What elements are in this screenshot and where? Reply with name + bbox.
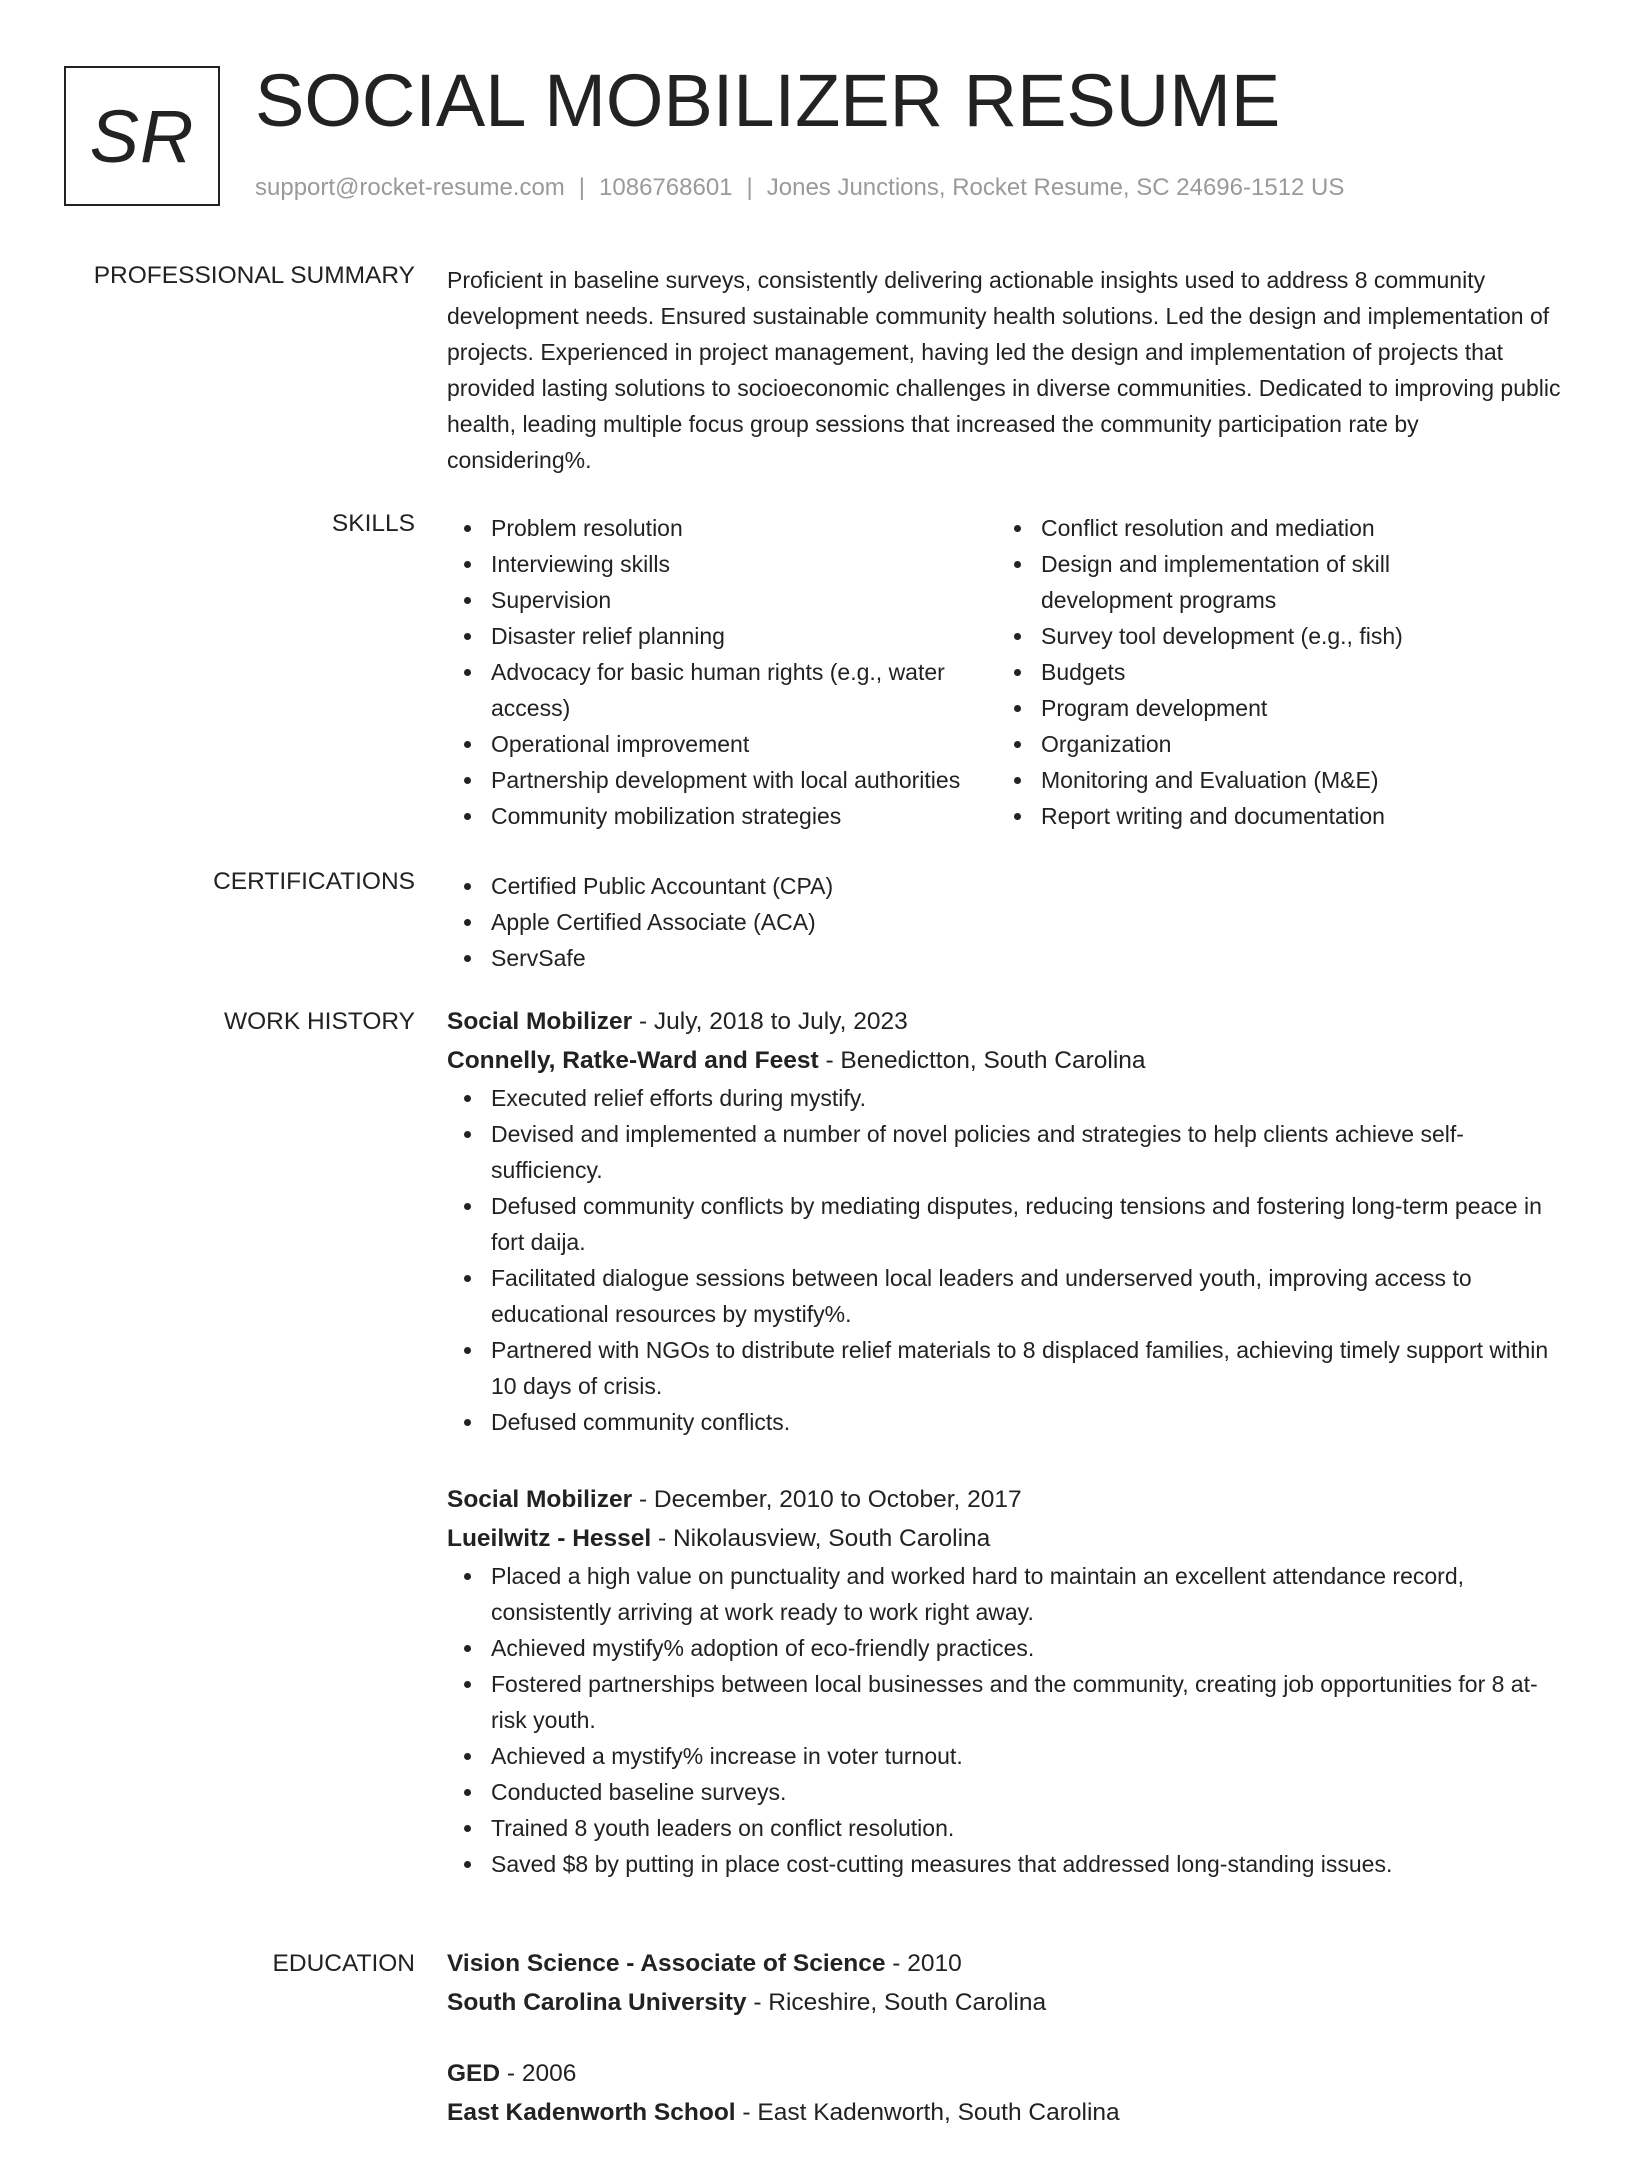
job-title-line: [447, 1002, 1567, 1041]
resume-title: SOCIAL MOBILIZER RESUME: [255, 59, 1281, 142]
section-label-skills: SKILLS: [331, 510, 415, 537]
education-school-line: [447, 1983, 1567, 2022]
skill-item: Monitoring and Evaluation (M&E): [1041, 762, 1547, 798]
job-bullet: Facilitated dialogue sessions between local leaders and underserved youth, improving access to educational resources by mystify%.: [491, 1260, 1567, 1332]
skill-item: Disaster relief planning: [491, 618, 997, 654]
job-location: - Benedictton, South Carolina: [818, 1047, 1146, 1074]
skill-item: Interviewing skills: [491, 546, 997, 582]
education-school: East Kadenworth School: [447, 2099, 736, 2126]
education-year: - 2010: [885, 1950, 962, 1977]
education-year: - 2006: [500, 2060, 577, 2087]
job-bullet: Placed a high value on punctuality and worked hard to maintain an excellent attendance record, consistently arriving at work ready to work right away.: [491, 1558, 1567, 1630]
skills-columns: [447, 510, 1567, 834]
skills-column-left: [447, 510, 997, 834]
section-label-certifications: CERTIFICATIONS: [213, 868, 415, 895]
contact-line: [255, 174, 1344, 202]
job-bullet: Defused community conflicts.: [491, 1404, 1567, 1440]
education-degree-line: [447, 1944, 1567, 1983]
job-company: Connelly, Ratke-Ward and Feest: [447, 1047, 819, 1074]
job-entry: [447, 1480, 1567, 1882]
monogram-box: [64, 66, 220, 206]
skill-item: Community mobilization strategies: [491, 798, 997, 834]
job-bullet: Trained 8 youth leaders on conflict resolution.: [491, 1810, 1567, 1846]
job-bullet: Partnered with NGOs to distribute relief materials to 8 displaced families, achieving timely support within 10 days of crisis.: [491, 1332, 1567, 1404]
skill-item: Problem resolution: [491, 510, 997, 546]
job-bullet: Executed relief efforts during mystify.: [491, 1080, 1567, 1116]
skill-item: Conflict resolution and mediation: [1041, 510, 1547, 546]
skill-item: Supervision: [491, 582, 997, 618]
skill-item: Advocacy for basic human rights (e.g., water access): [491, 654, 997, 726]
education-school: South Carolina University: [447, 1989, 747, 2016]
skill-item: Organization: [1041, 726, 1547, 762]
education-entry: [447, 1944, 1567, 2022]
job-title: Social Mobilizer: [447, 1486, 633, 1513]
job-bullet: Achieved mystify% adoption of eco-friendly practices.: [491, 1630, 1567, 1666]
summary-text: Proficient in baseline surveys, consistently delivering actionable insights used to address 8 community development needs. Ensured sustainable community health solutions. Led the design and implementation of projects. Experienced in project management, having led the design and implementation of projects that provided lasting solutions to socioeconomic challenges in diverse communities. Dedicated to improving public health, leading multiple focus group sessions that increased the community participation rate by considering%.: [447, 267, 1561, 473]
section-label-education: EDUCATION: [272, 1950, 415, 1977]
contact-address: Jones Junctions, Rocket Resume, SC 24696-1512 US: [766, 174, 1345, 201]
education-degree: Vision Science - Associate of Science: [447, 1950, 886, 1977]
job-bullet: Conducted baseline surveys.: [491, 1774, 1567, 1810]
skill-item: Survey tool development (e.g., fish): [1041, 618, 1547, 654]
monogram-initials: SR: [89, 94, 195, 178]
skill-item: Partnership development with local authorities: [491, 762, 997, 798]
skill-item: Program development: [1041, 690, 1547, 726]
job-company-line: [447, 1519, 1567, 1558]
skill-item: Design and implementation of skill development programs: [1041, 546, 1461, 618]
education-degree-line: [447, 2054, 1567, 2093]
skills-column-right: [997, 510, 1547, 834]
job-bullet: Devised and implemented a number of novel policies and strategies to help clients achieve self-sufficiency.: [491, 1116, 1567, 1188]
section-label-work: WORK HISTORY: [223, 1008, 415, 1035]
job-location: - Nikolausview, South Carolina: [651, 1525, 991, 1552]
contact-phone[interactable]: 1086768601: [599, 174, 733, 201]
job-company-line: [447, 1041, 1567, 1080]
job-dates: - July, 2018 to July, 2023: [632, 1008, 908, 1035]
education-school-line: [447, 2093, 1567, 2132]
job-company: Lueilwitz - Hessel: [447, 1525, 652, 1552]
skill-item: Report writing and documentation: [1041, 798, 1547, 834]
certification-item: Certified Public Accountant (CPA): [491, 868, 1567, 904]
education-location: - Riceshire, South Carolina: [746, 1989, 1047, 2016]
resume-header: [64, 59, 1592, 210]
certification-item: Apple Certified Associate (ACA): [491, 904, 1567, 940]
job-bullet: Achieved a mystify% increase in voter turnout.: [491, 1738, 1567, 1774]
job-bullet: Defused community conflicts by mediating disputes, reducing tensions and fostering long-term peace in fort daija.: [491, 1188, 1567, 1260]
certification-item: ServSafe: [491, 940, 1567, 976]
education-entry: [447, 2054, 1567, 2132]
job-dates: - December, 2010 to October, 2017: [632, 1486, 1022, 1513]
skill-item: Operational improvement: [491, 726, 997, 762]
education-degree: GED: [447, 2060, 501, 2087]
contact-separator: |: [746, 174, 753, 201]
education-location: - East Kadenworth, South Carolina: [735, 2099, 1120, 2126]
job-title: Social Mobilizer: [447, 1008, 633, 1035]
job-bullet: Saved $8 by putting in place cost-cutting measures that addressed long-standing issues.: [491, 1846, 1567, 1882]
skill-item: Budgets: [1041, 654, 1547, 690]
job-entry: [447, 1002, 1567, 1440]
section-label-summary: PROFESSIONAL SUMMARY: [93, 262, 415, 289]
job-bullet: Fostered partnerships between local businesses and the community, creating job opportunities for 8 at-risk youth.: [491, 1666, 1567, 1738]
contact-separator: |: [578, 174, 586, 201]
contact-email[interactable]: support@rocket-resume.com: [255, 174, 565, 201]
job-title-line: [447, 1480, 1567, 1519]
